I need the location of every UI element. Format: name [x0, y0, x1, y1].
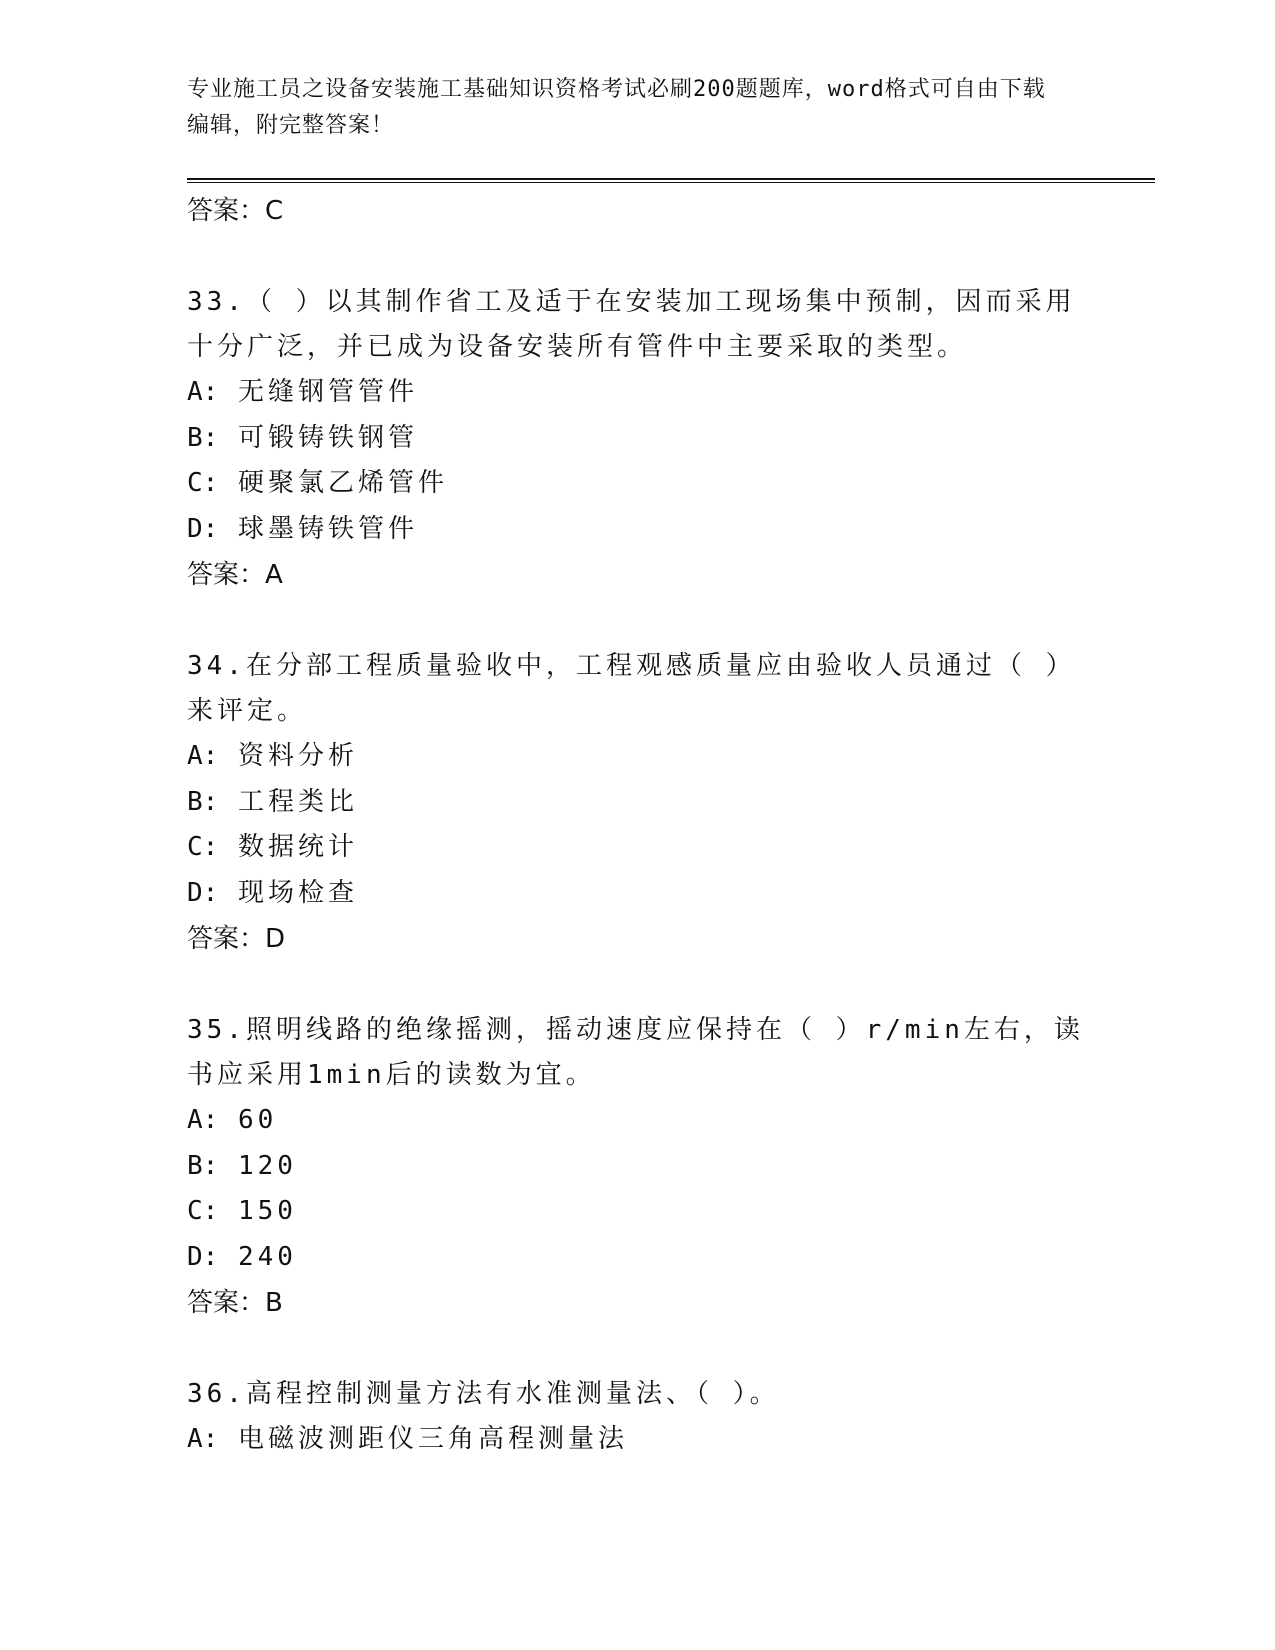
- option-a: A: 电磁波测距仪三角高程测量法: [187, 1424, 628, 1454]
- question-stem: 33.（ ）以其制作省工及适于在安装加工现场集中预制，因而采用十分广泛，并已成为设备安装所有管件中主要采取的类型。: [187, 287, 1076, 362]
- question-list: [187, 188, 1087, 1463]
- question-stem: 34.在分部工程质量验收中，工程观感质量应由验收人员通过（ ）来评定。: [187, 651, 1076, 726]
- question-block: [187, 280, 1087, 598]
- option-b: B: 120: [187, 1150, 297, 1181]
- option-c: C: 150: [187, 1196, 297, 1226]
- option-a: A: 无缝钢管管件: [187, 377, 418, 407]
- answer-line: 答案：C: [187, 196, 284, 226]
- question-block: [187, 644, 1087, 962]
- option-d: D: 球墨铸铁管件: [187, 513, 418, 544]
- option-a: A: 资料分析: [187, 741, 358, 771]
- header-rule-thin: [187, 182, 1155, 183]
- answer-line: 答案：D: [187, 924, 286, 954]
- option-c: C: 数据统计: [187, 832, 358, 862]
- header-rule-thick: [187, 178, 1155, 180]
- answer-line: 答案：A: [187, 560, 283, 590]
- question-block: [187, 1008, 1087, 1326]
- question-block: [187, 1372, 1087, 1463]
- option-b: B: 工程类比: [187, 786, 358, 817]
- option-d: D: 240: [187, 1241, 297, 1272]
- question-stem: 36.高程控制测量方法有水准测量法、（ ）。: [187, 1379, 780, 1409]
- option-d: D: 现场检查: [187, 877, 358, 908]
- document-header: 专业施工员之设备安装施工基础知识资格考试必刷200题题库，word格式可自由下载编辑，附完整答案！: [187, 77, 1046, 138]
- answer-line: 答案：B: [187, 1288, 283, 1318]
- question-stem: 35.照明线路的绝缘摇测，摇动速度应保持在（ ）r/min左右，读书应采用1min后的读数为宜。: [187, 1015, 1084, 1090]
- option-b: B: 可锻铸铁钢管: [187, 422, 418, 453]
- option-c: C: 硬聚氯乙烯管件: [187, 468, 448, 498]
- option-a: A: 60: [187, 1105, 278, 1135]
